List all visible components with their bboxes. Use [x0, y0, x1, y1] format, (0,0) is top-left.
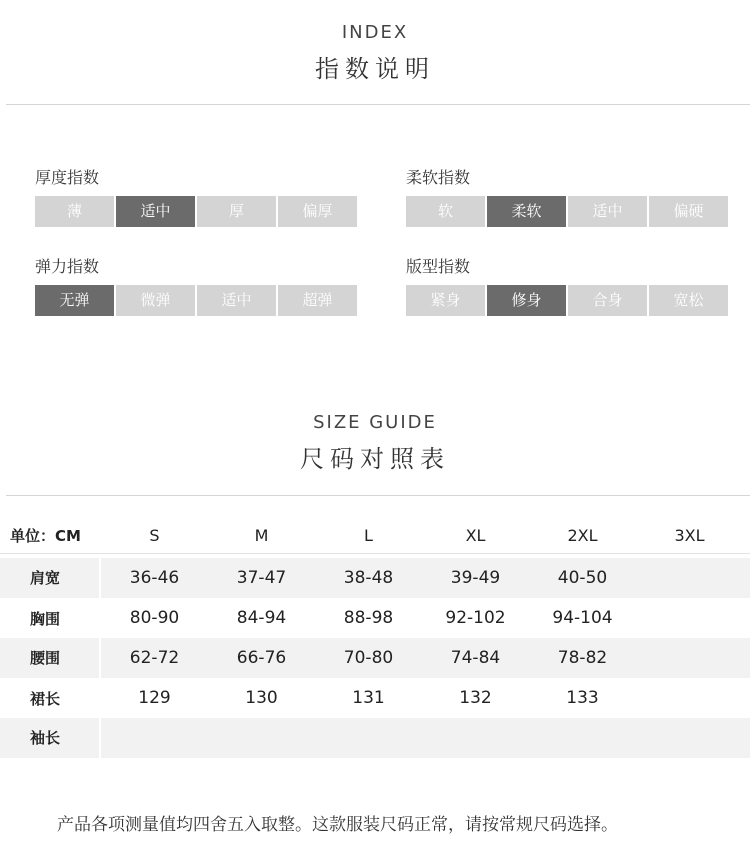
table-cell: 129 — [138, 688, 171, 708]
table-cell: 40-50 — [557, 568, 608, 588]
size-table — [0, 518, 750, 758]
table-row — [0, 558, 750, 598]
index-option: 微弹 — [116, 285, 195, 316]
table-cell: 92-102 — [445, 608, 506, 628]
size-column-header: L — [364, 526, 373, 545]
size-guide-heading — [0, 412, 750, 474]
measurement-label: 胸围 — [30, 609, 61, 628]
table-cell: 94-104 — [552, 608, 613, 628]
index-options — [35, 196, 357, 227]
index-option: 适中 — [568, 196, 647, 227]
measurement-label: 裙长 — [30, 689, 61, 708]
size-column-header: M — [254, 526, 269, 545]
index-option: 合身 — [568, 285, 647, 316]
index-option: 软 — [406, 196, 485, 227]
index-options — [406, 196, 728, 227]
table-cell: 78-82 — [557, 648, 608, 668]
table-cell: 88-98 — [343, 608, 394, 628]
index-group-title: 版型指数 — [406, 257, 471, 276]
measurement-label: 腰围 — [0, 638, 101, 678]
measurement-note: 产品各项测量值均四舍五入取整。这款服装尺码正常，请按常规尺码选择。 — [57, 815, 618, 835]
index-option: 厚 — [197, 196, 276, 227]
index-option: 修身 — [487, 285, 566, 316]
index-option: 宽松 — [649, 285, 728, 316]
table-cell: 133 — [566, 688, 599, 708]
index-option: 超弹 — [278, 285, 357, 316]
measurement-label: 肩宽 — [0, 558, 101, 598]
table-cell: 74-84 — [450, 648, 501, 668]
index-heading — [0, 22, 750, 84]
index-option: 无弹 — [35, 285, 114, 316]
index-group-softness — [406, 166, 728, 227]
index-group-thickness — [35, 166, 357, 227]
index-group-title: 柔软指数 — [406, 168, 471, 187]
size-guide-heading-cn: 尺码对照表 — [300, 445, 450, 473]
index-group-elasticity — [35, 255, 357, 316]
table-row — [0, 678, 750, 718]
size-guide-divider — [6, 495, 750, 496]
index-heading-en: INDEX — [341, 22, 409, 43]
index-option: 适中 — [116, 196, 195, 227]
index-heading-cn: 指数说明 — [315, 55, 435, 83]
table-cell: 37-47 — [236, 568, 287, 588]
index-option: 偏硬 — [649, 196, 728, 227]
table-cell: 80-90 — [129, 608, 180, 628]
index-group-fit — [406, 255, 728, 316]
index-group-title: 厚度指数 — [35, 168, 100, 187]
index-options — [35, 285, 357, 316]
index-option: 柔软 — [487, 196, 566, 227]
index-option: 薄 — [35, 196, 114, 227]
index-divider — [6, 104, 750, 105]
measurement-label: 袖长 — [0, 718, 101, 758]
table-cell: 38-48 — [343, 568, 394, 588]
size-column-header: S — [149, 526, 160, 545]
index-option: 偏厚 — [278, 196, 357, 227]
table-cell: 84-94 — [236, 608, 287, 628]
size-table-header — [0, 518, 750, 554]
index-option: 紧身 — [406, 285, 485, 316]
table-row — [0, 638, 750, 678]
table-row — [0, 598, 750, 638]
table-cell: 39-49 — [450, 568, 501, 588]
size-column-header: 3XL — [674, 526, 705, 545]
index-option: 适中 — [197, 285, 276, 316]
table-row — [0, 718, 750, 758]
table-cell: 130 — [245, 688, 278, 708]
size-column-header: XL — [465, 526, 486, 545]
index-options — [406, 285, 728, 316]
table-cell: 62-72 — [129, 648, 180, 668]
size-guide-heading-en: SIZE GUIDE — [313, 412, 437, 433]
size-column-header: 2XL — [567, 526, 598, 545]
index-group-title: 弹力指数 — [35, 257, 100, 276]
unit-label: 单位：CM — [10, 527, 81, 545]
table-cell: 66-76 — [236, 648, 287, 668]
table-cell: 36-46 — [129, 568, 180, 588]
table-cell: 131 — [352, 688, 385, 708]
table-cell: 132 — [459, 688, 492, 708]
table-cell: 70-80 — [343, 648, 394, 668]
